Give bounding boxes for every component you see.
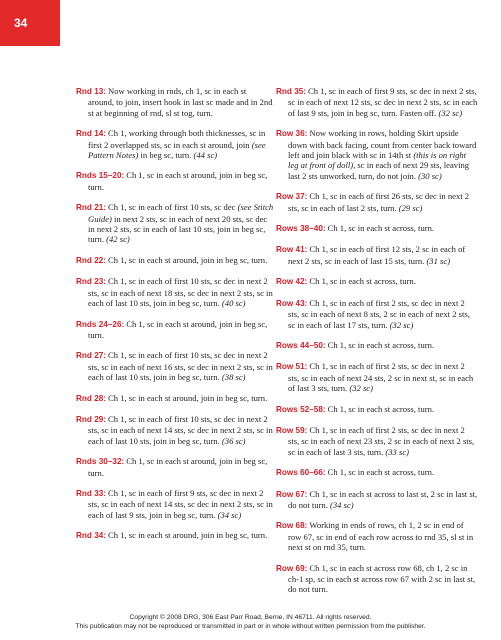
round-label: Rnd 29: — [76, 414, 107, 424]
instruction-text: Ch 1, sc in each of first 10 sts, sc dec — [108, 202, 238, 213]
round-label: Rnd 23: — [76, 277, 107, 287]
round-label: Rnd 27: — [76, 351, 107, 361]
round-label: Row 41: — [276, 245, 308, 255]
round-label: Rnds 24–26: — [76, 319, 125, 329]
instruction-item — [76, 202, 274, 245]
round-label: Rnd 28: — [76, 393, 107, 403]
instruction-item — [276, 467, 478, 478]
instruction-text: Ch 1, sc in each st across to last st, 2 sc in last st, do not turn. — [288, 488, 478, 510]
round-label: Rows 52–58: — [276, 404, 326, 414]
instruction-text: Ch 1, sc in each of first 9 sts, sc dec in next 2 sts, sc in each of next 14 sts, sc dec in next 2 sts, sc in each of last 9 sts, join in beg sc, turn. — [88, 487, 273, 520]
instruction-text: Ch 1, sc in each st across, turn. — [327, 223, 435, 234]
instruction-item — [276, 276, 478, 287]
instruction-item — [76, 319, 274, 341]
instruction-text: Ch 1, sc in each st around, join in beg sc, turn. — [108, 530, 268, 541]
instruction-text: in beg sc, turn. — [138, 150, 194, 161]
instruction-item — [276, 404, 478, 415]
round-label: Rnd 21: — [76, 203, 107, 213]
instruction-text: Ch 1, sc in each of first 2 sts, sc dec in next 2 sts, sc in each of next 8 sts, 2 sc in each of next 2 sts, sc in each of last 17 sts, turn. — [288, 297, 470, 330]
instruction-note: (31 sc) — [426, 255, 451, 266]
instruction-item — [276, 520, 478, 552]
instruction-note: (34 sc) — [217, 509, 242, 520]
instruction-item — [76, 393, 274, 404]
instruction-item — [276, 361, 478, 393]
instruction-note: (see Pattern Notes) — [88, 139, 266, 161]
round-label: Rnd 22: — [76, 255, 107, 265]
instruction-text: Ch 1, sc in each st around, join in beg sc, turn. — [108, 254, 268, 265]
instruction-item — [276, 128, 478, 181]
copyright-line: Copyright © 2008 DRG, 306 East Parr Road, Berne, IN 46711. All rights reserved. — [129, 614, 372, 621]
instruction-note: (42 sc) — [106, 234, 130, 245]
instruction-note: (34 sc) — [330, 499, 354, 510]
instruction-item — [276, 223, 478, 234]
instruction-note: (this is on right leg at front of doll) — [288, 150, 467, 171]
instruction-text: Ch 1, sc in each st across, turn. — [327, 467, 435, 478]
instruction-text: Now working in rnds, ch 1, sc in each st around, to join, insert hook in last sc made and in 2nd st at beginning of rnd, sl st tog, turn. — [88, 86, 273, 118]
instruction-item — [76, 414, 274, 446]
instruction-item — [276, 489, 478, 511]
instruction-item — [76, 170, 274, 192]
right-column — [276, 86, 478, 605]
round-label: Row 67: — [276, 489, 308, 499]
instruction-item — [76, 488, 274, 520]
instruction-note: (32 sc) — [349, 383, 373, 394]
round-label: Rnd 34: — [76, 531, 107, 541]
instruction-text: Ch 1, sc in each of first 9 sts, sc dec in next 2 sts, sc in each of next 12 sts, sc dec in next 2 sts, sc in each of last 9 sts, join in beg sc, turn. Fasten off. — [288, 86, 478, 118]
round-label: Rnds 30–32: — [76, 457, 125, 467]
instruction-item — [76, 128, 274, 160]
permission-line: This publication may not be reproduced or transmitted in part or in whole without written permission from the publisher. — [75, 623, 426, 630]
instruction-note: (see Stitch Guide) — [88, 202, 274, 224]
instruction-text: Ch 1, sc in each of first 26 sts, sc dec in next 2 sts, sc in each of last 2 sts, turn. — [288, 191, 470, 213]
instruction-text: Ch 1, sc in each st around, join in beg sc, turn. — [88, 170, 268, 192]
round-label: Rnd 14: — [76, 129, 107, 139]
instruction-text: Ch 1, sc in each of first 10 sts, sc dec in next 2 sts, sc in each of next 16 sts, sc dec in next 2 sts, sc in each of last 10 sts, join in beg sc, turn. — [88, 350, 273, 383]
instruction-item — [76, 530, 274, 541]
instruction-text: , sc in each of next 29 sts, leaving last 2 sts unworked, turn, do not join. — [288, 160, 470, 181]
page-number-tab — [0, 0, 60, 46]
instruction-text: Ch 1, sc in each of first 12 sts, 2 sc in each of next 2 sts, sc in each of last 15 sts, turn. — [288, 244, 466, 266]
round-label: Row 59: — [276, 425, 308, 435]
instruction-text: Working in ends of rows, ch 1, 2 sc in end of row 67, sc in end of each row across to rnd 35, sl st in next st on rnd 35, turn. — [288, 520, 474, 553]
round-label: Row 51: — [276, 362, 308, 372]
left-column — [76, 86, 274, 552]
instruction-item — [276, 340, 478, 351]
instruction-text: Ch 1, sc in each of first 10 sts, sc dec in next 2 sts, sc in each of next 18 sts, sc dec in next 2 sts, sc in each of last 10 sts, join in beg sc, turn. — [88, 276, 273, 309]
instruction-note: (29 sc) — [398, 202, 423, 213]
instruction-item — [276, 191, 478, 213]
instruction-text: Ch 1, sc in each of first 2 sts, sc dec in next 2 sts, sc in each of next 23 sts, 2 sc in each of next 2 sts, sc in each of last 3 sts, turn. — [288, 424, 475, 457]
instruction-item — [76, 255, 274, 266]
round-label: Rnd 13: — [76, 87, 107, 96]
round-label: Rnd 33: — [76, 488, 107, 498]
instruction-note: (38 sc) — [221, 372, 246, 383]
round-label: Rnds 15–20: — [76, 171, 125, 181]
instruction-item — [76, 350, 274, 382]
instruction-text: Ch 1, sc in each st across, turn. — [327, 403, 435, 414]
instruction-text: Ch 1, sc in each st across row 68, ch 1, 2 sc in ch-1 sp, sc in each st across row 67 with 2 sc in last st, do not turn. — [288, 562, 476, 595]
instruction-text: Ch 1, sc in each st around, join in beg sc, turn. — [108, 392, 268, 403]
round-label: Row 42: — [276, 277, 308, 287]
round-label: Rows 60–66: — [276, 468, 326, 478]
round-label: Row 43: — [276, 298, 308, 308]
instruction-text: Ch 1, sc in each st across, turn. — [327, 339, 435, 350]
instruction-text: in next 2 sts, sc in each of next 20 sts, sc dec in next 2 sts, sc in each of last 10 sts, join in beg sc, turn. — [88, 213, 268, 245]
instruction-item — [276, 244, 478, 266]
round-label: Rows 44–50: — [276, 340, 326, 350]
instruction-item — [276, 298, 478, 330]
instruction-note: (40 sc) — [221, 298, 246, 309]
round-label: Row 37: — [276, 192, 308, 202]
instruction-item — [276, 563, 478, 595]
instruction-text: Ch 1, sc in each st across, turn. — [309, 276, 416, 287]
instruction-item — [76, 276, 274, 308]
instruction-item — [276, 86, 478, 118]
round-label: Rows 38–40: — [276, 224, 326, 234]
instruction-note: (32 sc) — [389, 319, 414, 330]
round-label: Rnd 35: — [276, 87, 307, 96]
instruction-item — [276, 425, 478, 457]
instruction-note: (30 sc) — [418, 170, 442, 181]
instruction-text: Ch 1, working through both thicknesses, sc in first 2 overlapped sts, sc in each st around, join — [88, 128, 266, 150]
instruction-note: (32 sc) — [438, 107, 463, 118]
instruction-item — [76, 456, 274, 478]
instruction-text: Ch 1, sc in each of first 2 sts, sc dec in next 2 sts, sc in each of next 24 sts, 2 sc in next st, sc in each of last 3 sts, turn. — [288, 361, 474, 394]
instruction-item — [76, 86, 274, 118]
round-label: Row 69: — [276, 563, 308, 573]
instruction-text: Ch 1, sc in each st around, join in beg sc, turn. — [88, 456, 268, 478]
instruction-note: (36 sc) — [221, 435, 246, 446]
instruction-text: Ch 1, sc in each st around, join in beg sc, turn. — [88, 318, 268, 340]
instruction-note: (44 sc) — [193, 150, 218, 161]
round-label: Row 36: — [276, 129, 308, 139]
instruction-text: Ch 1, sc in each of first 10 sts, sc dec in next 2 sts, sc in each of next 14 sts, sc dec in next 2 sts, sc in each of last 10 sts, join in beg sc, turn. — [88, 413, 273, 446]
round-label: Row 68: — [276, 521, 308, 531]
instruction-note: (33 sc) — [385, 446, 410, 457]
page-number: 34 — [14, 16, 28, 30]
instruction-text: Now working in rows, holding Skirt upside down with back facing, count from center back toward left and join black with sc in 14th st — [288, 128, 477, 161]
